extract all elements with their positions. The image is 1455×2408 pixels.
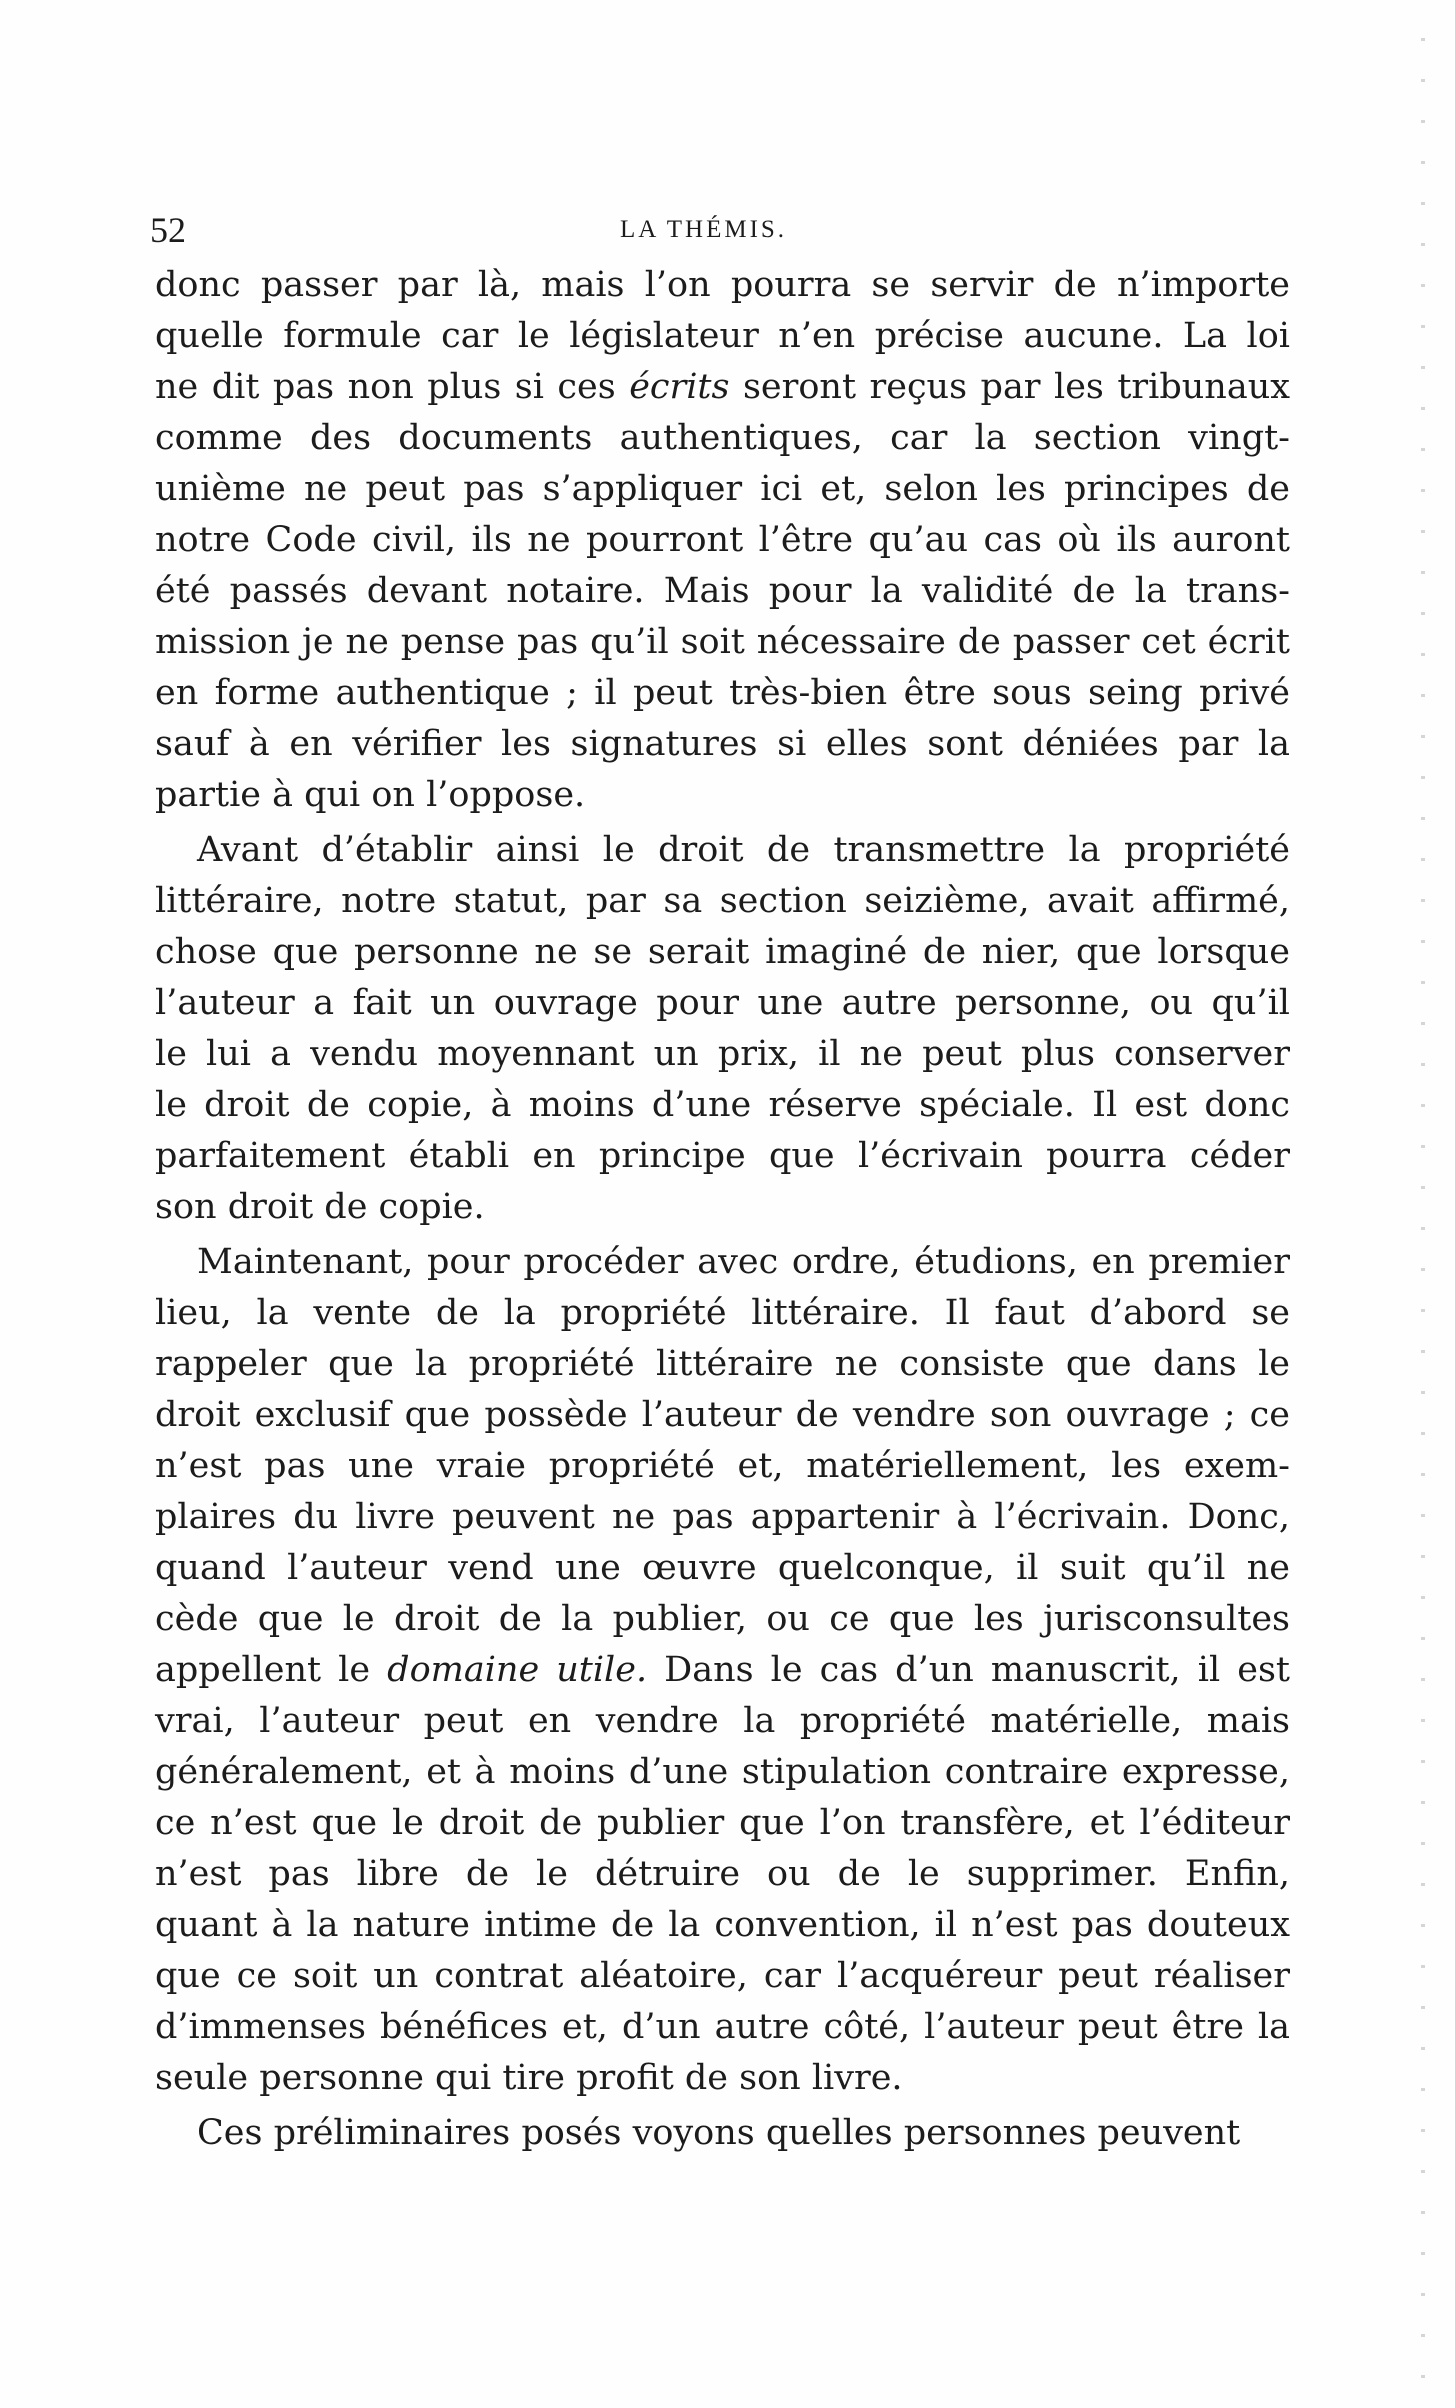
text-line	[155, 362, 1290, 413]
text-run: quant à la nature intime de la convention, il n’est pas douteux	[155, 1905, 1290, 1945]
text-run: partie à qui on l’oppose.	[155, 775, 586, 815]
text-line	[155, 1080, 1290, 1131]
text-run: unième ne peut pas s’appliquer ici et, selon les principes de	[155, 469, 1290, 509]
scan-edge-artifact	[1421, 0, 1425, 2408]
text-line	[155, 1339, 1290, 1390]
text-run: été passés devant notaire. Mais pour la validité de la trans-	[155, 571, 1290, 611]
italic-text: domaine utile.	[387, 1650, 648, 1690]
text-run: en forme authentique ; il peut très-bien être sous seing privé	[155, 673, 1290, 713]
text-line	[155, 1951, 1290, 2002]
text-run: Maintenant, pour procéder avec ordre, étudions, en premier	[197, 1242, 1290, 1282]
text-run: quand l’auteur vend une œuvre quelconque, il suit qu’il ne	[155, 1548, 1290, 1588]
text-line	[155, 617, 1290, 668]
text-run: Ces préliminaires posés voyons quelles personnes peuvent	[197, 2113, 1241, 2153]
text-run: généralement, et à moins d’une stipulation contraire expresse,	[155, 1752, 1290, 1792]
paragraph	[155, 1237, 1290, 2104]
text-run: d’immenses bénéfices et, d’un autre côté, l’auteur peut être la	[155, 2007, 1290, 2047]
text-line	[155, 311, 1290, 362]
text-line	[155, 1237, 1290, 1288]
text-line	[155, 413, 1290, 464]
text-line	[155, 1288, 1290, 1339]
text-run: son droit de copie.	[155, 1187, 485, 1227]
text-line	[155, 1029, 1290, 1080]
text-line	[155, 1849, 1290, 1900]
paragraph	[155, 2108, 1290, 2159]
text-run: seule personne qui tire profit de son livre.	[155, 2058, 903, 2098]
text-run: seront reçus par les tribunaux	[729, 367, 1290, 407]
text-line	[155, 1900, 1290, 1951]
text-line	[155, 668, 1290, 719]
text-run: le lui a vendu moyennant un prix, il ne peut plus conserver	[155, 1034, 1290, 1074]
text-run: ne dit pas non plus si ces	[155, 367, 630, 407]
text-run: rappeler que la propriété littéraire ne consiste que dans le	[155, 1344, 1290, 1384]
text-run: mission je ne pense pas qu’il soit nécessaire de passer cet écrit	[155, 622, 1290, 662]
text-line	[155, 825, 1290, 876]
italic-text: écrits	[629, 367, 730, 407]
text-line	[155, 260, 1290, 311]
text-run: l’auteur a fait un ouvrage pour une autre personne, ou qu’il	[155, 983, 1290, 1023]
paragraph	[155, 825, 1290, 1233]
text-line	[155, 770, 1290, 821]
text-line	[155, 1798, 1290, 1849]
text-run: appellent le	[155, 1650, 388, 1690]
text-line	[155, 1492, 1290, 1543]
text-line	[155, 1182, 1290, 1233]
body-text	[155, 260, 1290, 2159]
page-header	[150, 205, 1290, 255]
text-line	[155, 927, 1290, 978]
text-run: cède que le droit de la publier, ou ce que les jurisconsultes	[155, 1599, 1290, 1639]
text-run: littéraire, notre statut, par sa section seizième, avait affirmé,	[155, 881, 1290, 921]
text-run: sauf à en vérifier les signatures si elles sont déniées par la	[155, 724, 1290, 764]
text-line	[155, 1747, 1290, 1798]
text-line	[155, 2108, 1290, 2159]
text-line	[155, 1645, 1290, 1696]
text-line	[155, 1390, 1290, 1441]
paragraph	[155, 260, 1290, 821]
text-run: n’est pas une vraie propriété et, matériellement, les exem-	[155, 1446, 1290, 1486]
text-run: chose que personne ne se serait imaginé de nier, que lorsque	[155, 932, 1290, 972]
text-line	[155, 719, 1290, 770]
text-run: que ce soit un contrat aléatoire, car l’acquéreur peut réaliser	[155, 1956, 1290, 1996]
text-run: ce n’est que le droit de publier que l’on transfère, et l’éditeur	[155, 1803, 1290, 1843]
text-run: n’est pas libre de le détruire ou de le supprimer. Enfin,	[155, 1854, 1290, 1894]
text-run: parfaitement établi en principe que l’écrivain pourra céder	[155, 1136, 1290, 1176]
text-run: plaires du livre peuvent ne pas appartenir à l’écrivain. Donc,	[155, 1497, 1290, 1537]
text-run: le droit de copie, à moins d’une réserve spéciale. Il est donc	[155, 1085, 1290, 1125]
text-run: vrai, l’auteur peut en vendre la propriété matérielle, mais	[155, 1701, 1290, 1741]
text-run: comme des documents authentiques, car la section vingt-	[155, 418, 1290, 458]
text-run: lieu, la vente de la propriété littéraire. Il faut d’abord se	[155, 1293, 1290, 1333]
text-run: quelle formule car le législateur n’en précise aucune. La loi	[155, 316, 1290, 356]
page-number: 52	[150, 210, 186, 250]
text-run: Avant d’établir ainsi le droit de transmettre la propriété	[197, 830, 1290, 870]
text-line	[155, 1131, 1290, 1182]
text-line	[155, 1696, 1290, 1747]
text-run: donc passer par là, mais l’on pourra se servir de n’importe	[155, 265, 1290, 305]
text-line	[155, 1441, 1290, 1492]
text-line	[155, 515, 1290, 566]
text-run: notre Code civil, ils ne pourront l’être qu’au cas où ils auront	[155, 520, 1290, 560]
text-run: Dans le cas d’un manuscrit, il est	[647, 1650, 1290, 1690]
text-run: droit exclusif que possède l’auteur de vendre son ouvrage ; ce	[155, 1395, 1290, 1435]
text-line	[155, 1594, 1290, 1645]
text-line	[155, 2053, 1290, 2104]
text-line	[155, 1543, 1290, 1594]
running-head: LA THÉMIS.	[620, 216, 788, 243]
text-line	[155, 978, 1290, 1029]
text-line	[155, 566, 1290, 617]
text-line	[155, 464, 1290, 515]
text-line	[155, 876, 1290, 927]
text-line	[155, 2002, 1290, 2053]
